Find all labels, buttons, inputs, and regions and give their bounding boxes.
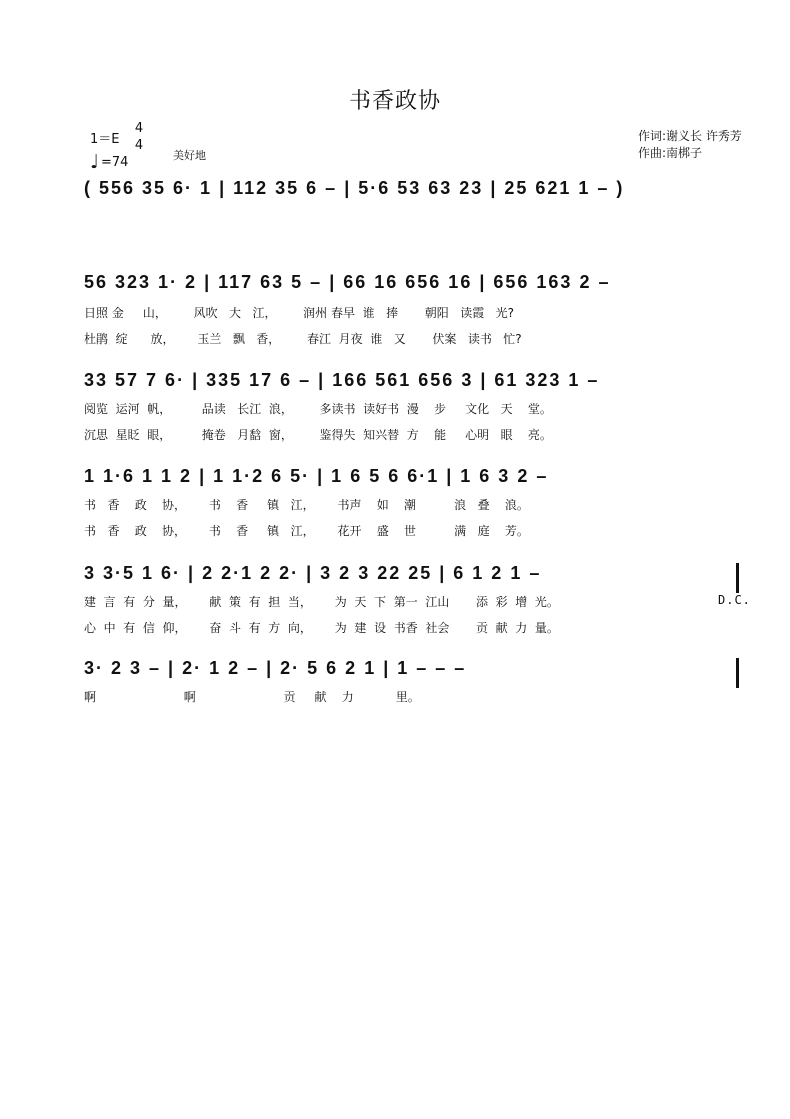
lyric-verse-2: 心 中 有 信 仰， 奋 斗 有 方 向， 为 建 设 书香 社会 贡 献 力 量。 [84, 621, 559, 635]
lyric-verse-1: 啊 啊 贡 献 力 里。 [84, 690, 420, 704]
notation-line: 56 323 1· 2 | 117 63 5 – | 66 16 656 16 | 656 163 2 – [84, 272, 611, 292]
notation-line: 3 3·5 1 6· | 2 2·1 2 2· | 3 2 3 22 25 | 6 1 2 1 – [84, 563, 542, 583]
final-bar [736, 658, 739, 688]
notation-line: 1 1·6 1 1 2 | 1 1·2 6 5· | 1 6 5 6 6·1 | 1 6 3 2 – [84, 466, 549, 486]
song-title: 书香政协 [348, 89, 441, 114]
repeat-bar [736, 563, 739, 593]
notation-line: 3· 2 3 – | 2· 1 2 – | 2· 5 6 2 1 | 1 – – – [84, 658, 467, 678]
da-capo-mark: D.C. [718, 593, 751, 607]
notation-line: 33 57 7 6· | 335 17 6 – | 166 561 656 3 | 61 323 1 – [84, 370, 600, 390]
lyric-verse-2: 书 香 政 协， 书 香 镇 江， 花开 盛 世 满 庭 芳。 [84, 524, 529, 538]
quarter-note-icon: ♩ [90, 151, 99, 173]
lyricist-credit: 作词:谢义长 许秀芳 [638, 129, 742, 143]
lyric-verse-1: 日照 金 山， 风吹 大 江， 润州 春早 谁 捧 朝阳 读霞 光? [84, 306, 515, 320]
tempo-value: =74 [100, 155, 129, 170]
time-signature-bottom: 4 [134, 138, 144, 153]
lyric-verse-1: 书 香 政 协， 书 香 镇 江， 书声 如 潮 浪 叠 浪。 [84, 498, 529, 512]
lyric-verse-2: 沉思 星眨 眼， 掩卷 月馠 窗， 鉴得失 知兴替 方 能 心明 眼 亮。 [84, 428, 552, 442]
tempo-marking [90, 151, 129, 173]
lyric-verse-2: 杜鹃 绽 放， 玉兰 飘 香， 春江 月夜 谁 又 伏案 读书 忙? [84, 332, 522, 346]
composer-credit: 作曲:南梆子 [638, 146, 703, 160]
time-signature [133, 120, 145, 154]
lyric-verse-1: 建 言 有 分 量， 献 策 有 担 当， 为 天 下 第一 江山 添 彩 增 光。 [84, 595, 559, 609]
time-signature-top: 4 [134, 121, 144, 136]
lyric-verse-1: 阅览 运河 帆， 品读 长江 浪， 多读书 读好书 漫 步 文化 天 堂。 [84, 402, 552, 416]
notation-line: ( 556 35 6· 1 | 112 35 6 – | 5·6 53 63 23 | 25 621 1 – ) [84, 178, 625, 198]
key-signature: 1＝E [90, 132, 120, 147]
credits [638, 128, 742, 162]
expression-marking: 美好地 [173, 149, 206, 162]
